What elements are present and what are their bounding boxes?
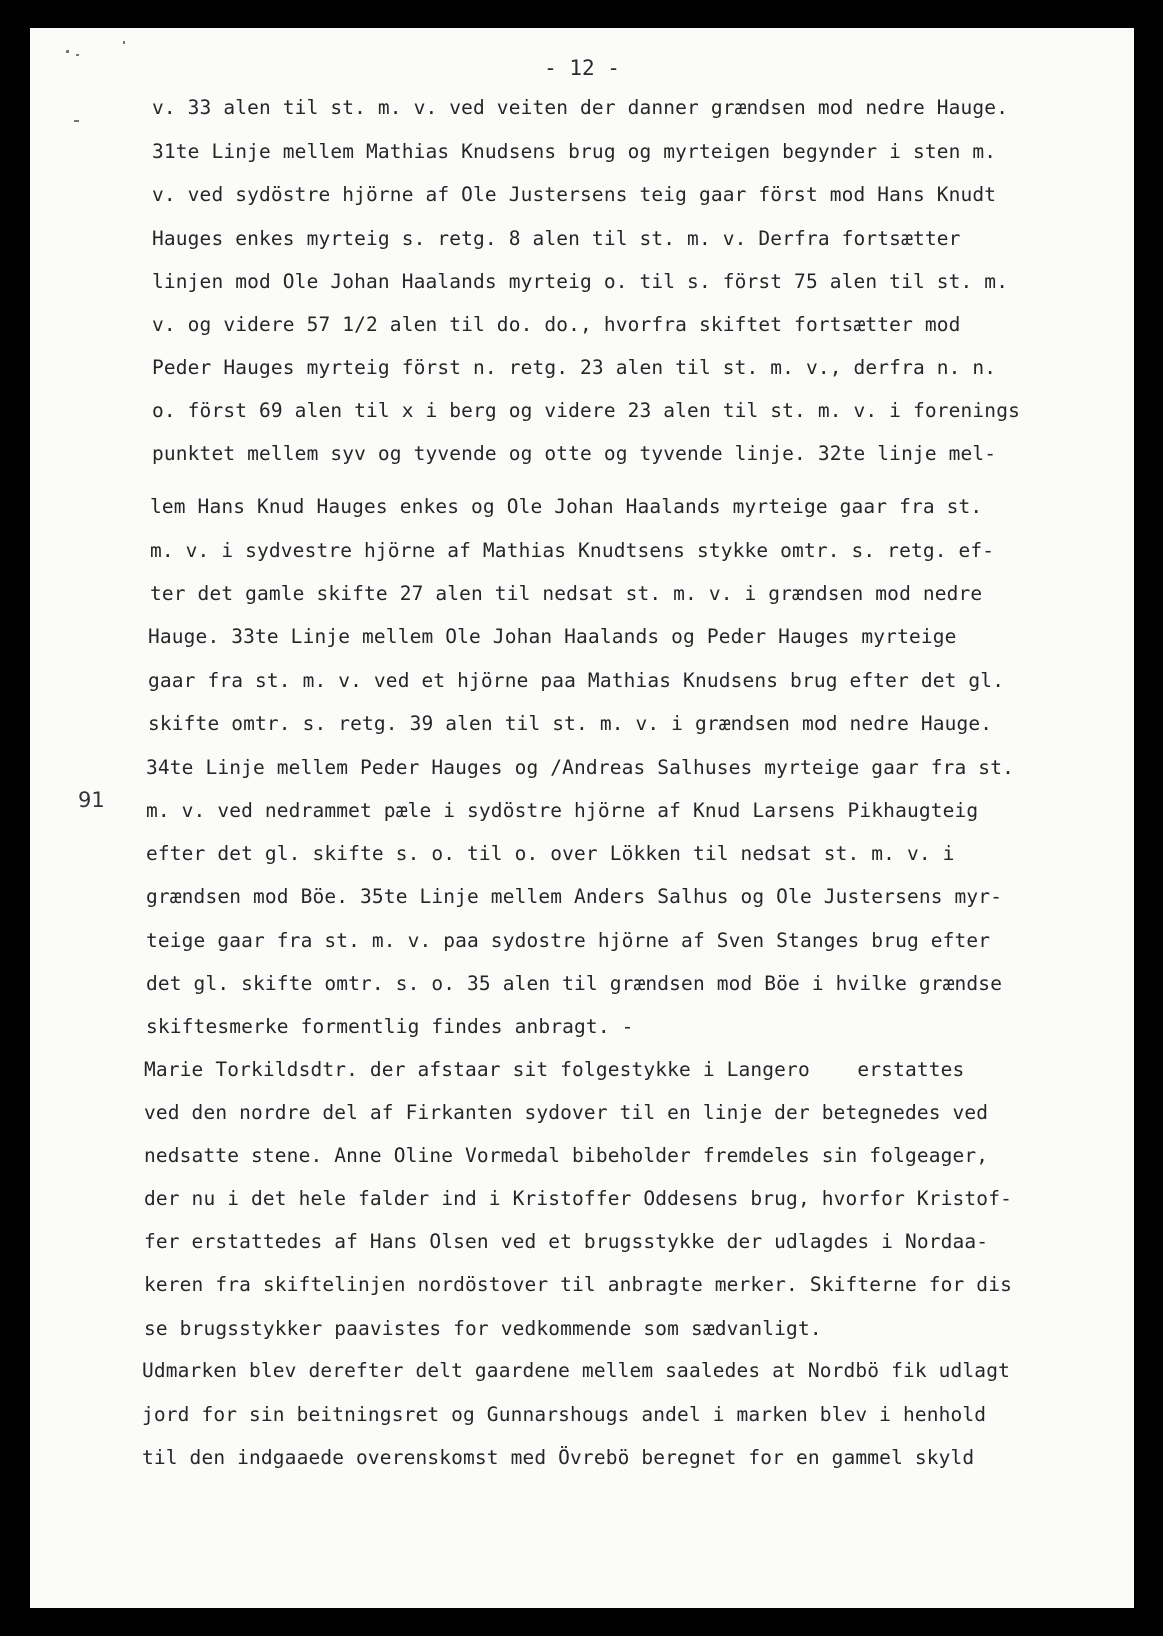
text-line: teige gaar fra st. m. v. paa sydostre hjörne af Sven Stanges brug efter (146, 929, 991, 952)
text-line: efter det gl. skifte s. o. til o. over Lökken til nedsat st. m. v. i (146, 842, 955, 865)
text-line: m. v. i sydvestre hjörne af Mathias Knudtsens stykke omtr. s. retg. ef- (150, 539, 995, 562)
margin-note: 91 (78, 788, 105, 812)
text-line: keren fra skiftelinjen nordöstover til anbragte merker. Skifterne for dis (144, 1273, 1012, 1296)
text-line: punktet mellem syv og tyvende og otte og tyvende linje. 32te linje mel- (152, 442, 997, 465)
text-line: Hauge. 33te Linje mellem Ole Johan Haalands og Peder Hauges myrteige (148, 625, 957, 648)
text-line: fer erstattedes af Hans Olsen ved et brugsstykke der udlagdes i Nordaa- (144, 1230, 989, 1253)
text-line: o. först 69 alen til x i berg og videre 23 alen til st. m. v. i forenings (152, 399, 1020, 422)
text-line: Peder Hauges myrteig först n. retg. 23 alen til st. m. v., derfra n. n. (152, 356, 997, 379)
text-line: v. 33 alen til st. m. v. ved veiten der danner grændsen mod nedre Hauge. (152, 96, 1009, 119)
text-line: Hauges enkes myrteig s. retg. 8 alen til st. m. v. Derfra fortsætter (152, 227, 961, 250)
text-line: Udmarken blev derefter delt gaardene mellem saaledes at Nordbö fik udlagt (142, 1359, 1010, 1382)
text-line: lem Hans Knud Hauges enkes og Ole Johan Haalands myrteige gaar fra st. (150, 495, 983, 518)
text-line: linjen mod Ole Johan Haalands myrteig o. til s. först 75 alen til st. m. (152, 270, 1009, 293)
text-line: til den indgaaede overenskomst med Övrebö beregnet for en gammel skyld (142, 1446, 975, 1469)
text-line: v. og videre 57 1/2 alen til do. do., hvorfra skiftet fortsætter mod (152, 313, 961, 336)
text-line: skiftesmerke formentlig findes anbragt. - (146, 1015, 634, 1038)
text-line: ved den nordre del af Firkanten sydover til en linje der betegnedes ved (144, 1101, 989, 1124)
body-text (30, 28, 1134, 1608)
text-line: 34te Linje mellem Peder Hauges og /Andreas Salhuses myrteige gaar fra st. (146, 756, 1014, 779)
text-line: gaar fra st. m. v. ved et hjörne paa Mathias Knudsens brug efter det gl. (148, 669, 1005, 692)
text-line: ter det gamle skifte 27 alen til nedsat st. m. v. i grændsen mod nedre (150, 582, 983, 605)
text-line: det gl. skifte omtr. s. o. 35 alen til grændsen mod Böe i hvilke grændse (146, 972, 1003, 995)
page-number: - 12 - (544, 56, 620, 80)
text-line: jord for sin beitningsret og Gunnarshougs andel i marken blev i henhold (142, 1403, 987, 1426)
document-page (30, 28, 1134, 1608)
text-line: Marie Torkildsdtr. der afstaar sit folgestykke i Langero erstattes (144, 1058, 965, 1081)
text-line: se brugsstykker paavistes for vedkommende som sædvanligt. (144, 1317, 822, 1340)
text-line: der nu i det hele falder ind i Kristoffer Oddesens brug, hvorfor Kristof- (144, 1187, 1012, 1210)
text-line: m. v. ved nedrammet pæle i sydöstre hjörne af Knud Larsens Pikhaugteig (146, 799, 979, 822)
text-line: v. ved sydöstre hjörne af Ole Justersens teig gaar först mod Hans Knudt (152, 183, 997, 206)
text-line: grændsen mod Böe. 35te Linje mellem Anders Salhus og Ole Justersens myr- (146, 885, 1003, 908)
text-line: 31te Linje mellem Mathias Knudsens brug og myrteigen begynder i sten m. (152, 140, 997, 163)
text-line: skifte omtr. s. retg. 39 alen til st. m. v. i grændsen mod nedre Hauge. (148, 712, 993, 735)
text-line: nedsatte stene. Anne Oline Vormedal bibeholder fremdeles sin folgeager, (144, 1144, 989, 1167)
